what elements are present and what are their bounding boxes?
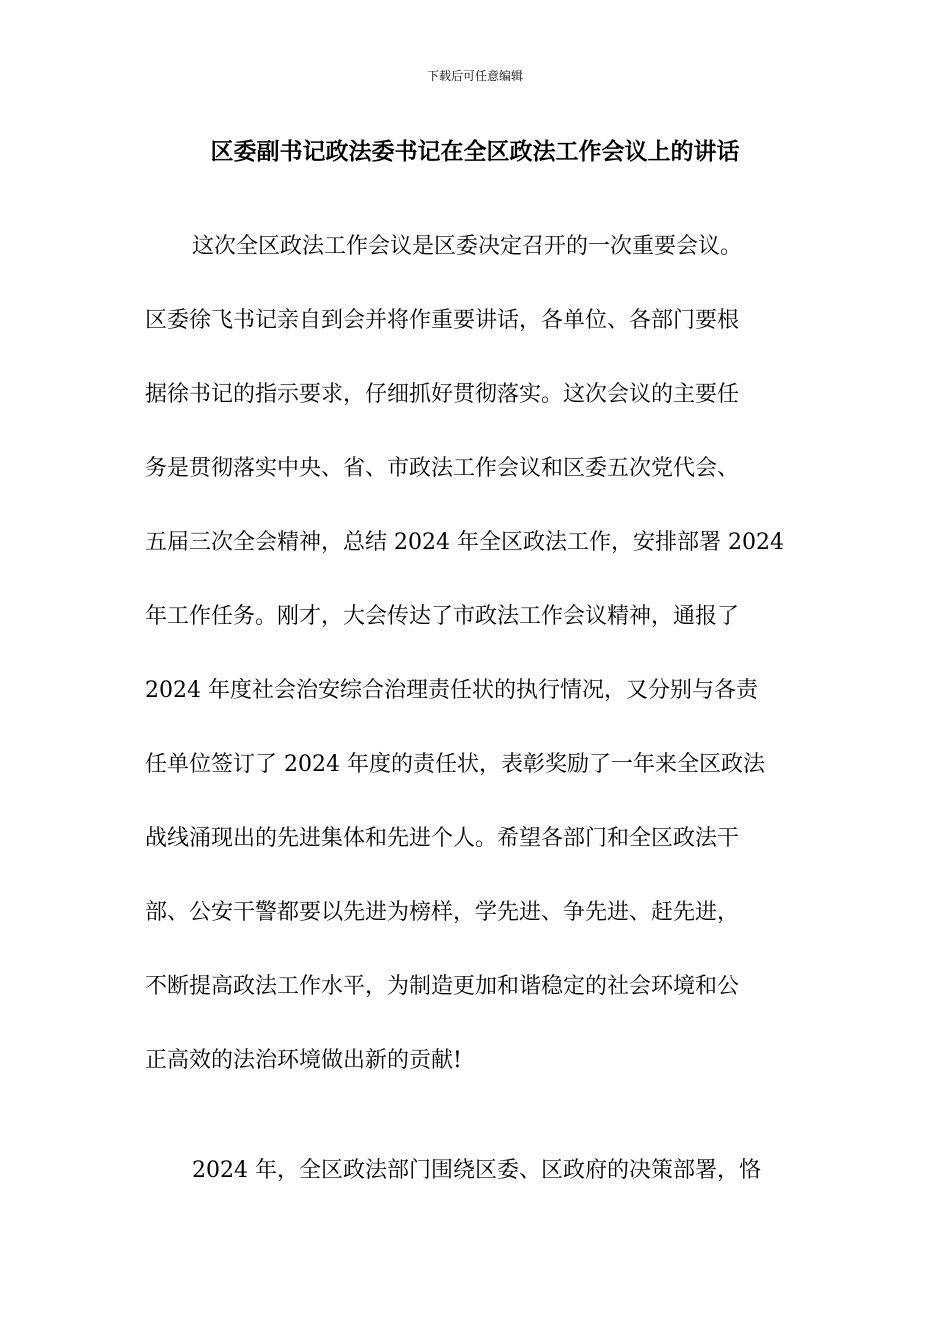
document-title: 区委副书记政法委书记在全区政法工作会议上的讲话 [210, 139, 740, 165]
paragraph-line: 这次全区政法工作会议是区委决定召开的一次重要会议。 [192, 234, 743, 259]
paragraph-line: 五届三次全会精神，总结 2024 年全区政法工作，安排部署 2024 [145, 530, 784, 555]
paragraph-line: 正高效的法治环境做出新的贡献! [145, 1048, 462, 1073]
paragraph-line: 战线涌现出的先进集体和先进个人。希望各部门和全区政法干 [145, 826, 740, 851]
paragraph-line: 区委徐飞书记亲自到会并将作重要讲话，各单位、各部门要根 [145, 308, 740, 333]
paragraph-2 [145, 1134, 808, 1208]
paragraph-line: 不断提高政法工作水平，为制造更加和谐稳定的社会环境和公 [145, 974, 740, 999]
paragraph-line: 年工作任务。刚才，大会传达了市政法工作会议精神，通报了 [145, 604, 740, 629]
paragraph-line: 2024 年度社会治安综合治理责任状的执行情况，又分别与各责 [145, 678, 758, 703]
paragraph-line: 任单位签订了 2024 年度的责任状，表彰奖励了一年来全区政法 [145, 752, 765, 777]
paragraph-line: 务是贯彻落实中央、省、市政法工作会议和区委五次党代会、 [145, 456, 740, 481]
header-note: 下载后可任意编辑 [426, 69, 523, 83]
paragraph-line: 据徐书记的指示要求，仔细抓好贯彻落实。这次会议的主要任 [145, 382, 740, 407]
paragraph-line: 2024 年，全区政法部门围绕区委、区政府的决策部署，恪 [192, 1158, 761, 1183]
paragraph-1 [145, 210, 808, 1098]
paragraph-line: 部、公安干警都要以先进为榜样，学先进、争先进、赶先进， [145, 900, 740, 925]
